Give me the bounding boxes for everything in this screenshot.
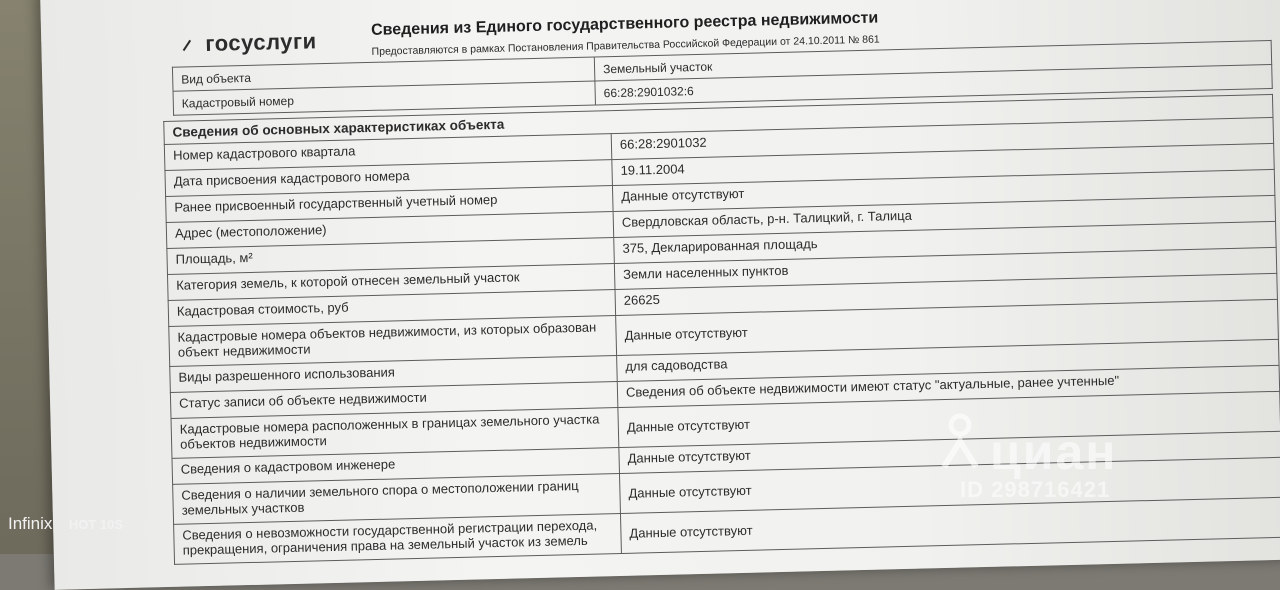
row-label: Сведения о невозможности государственной регистрации перехода, прекращения, ограничения права на земельный участок из земель <box>174 513 622 564</box>
row-label: Статус записи об объекте недвижимости <box>170 382 618 419</box>
row-label: Сведения о кадастровом инженере <box>172 447 620 484</box>
document-subtitle: Предоставляются в рамках Постановления Правительства Российской Федерации от 24.10.2011 № 861 <box>371 33 880 58</box>
row-label: Кадастровые номера расположенных в границах земельного участка объектов недвижимости <box>171 408 619 459</box>
characteristics-table <box>163 94 1280 565</box>
row-label: Кадастровые номера объектов недвижимости, из которых образован объект недвижимости <box>169 316 617 367</box>
row-label: Ранее присвоенный государственный учетный номер <box>166 186 614 223</box>
row-label: Вид объекта <box>172 57 594 91</box>
row-value: 26625 <box>615 273 1277 315</box>
row-label: Виды разрешенного использования <box>170 356 618 393</box>
row-label: Кадастровый номер <box>173 81 595 115</box>
row-label: Дата присвоения кадастрового номера <box>165 160 613 197</box>
camera-watermark <box>8 514 123 534</box>
document-title: Сведения из Единого государственного реестра недвижимости <box>370 9 879 39</box>
document-sheet <box>40 0 1280 590</box>
row-value: 66:28:2901032:6 <box>595 64 1272 105</box>
row-value: для садоводства <box>617 339 1279 381</box>
row-label: Кадастровая стоимость, руб <box>168 290 616 327</box>
row-value: Свердловская область, р-н. Талицкий, г. Талица <box>613 195 1275 237</box>
camera-model: HOT 10S <box>68 517 124 532</box>
camera-brand: Infinix <box>8 514 53 533</box>
logo-mark-icon <box>181 38 203 53</box>
row-label: Номер кадастрового квартала <box>164 134 612 171</box>
row-value: Данные отсутствуют <box>619 457 1280 513</box>
row-label: Категория земель, к которой отнесен земельный участок <box>167 264 615 301</box>
row-value: Данные отсутствуют <box>616 299 1279 355</box>
gosuslugi-logo <box>181 28 317 57</box>
watermark-brand: циан <box>990 424 1118 480</box>
row-value: Данные отсутствуют <box>612 169 1274 211</box>
row-value: Данные отсутствуют <box>620 497 1280 553</box>
section-heading: Сведения об основных характеристиках объекта <box>164 94 1273 144</box>
row-value: Земельный участок <box>594 40 1271 81</box>
row-value: 375, Декларированная площадь <box>614 221 1276 263</box>
row-label: Адрес (местоположение) <box>166 212 614 249</box>
row-value: Данные отсутствуют <box>618 391 1280 447</box>
row-value: 66:28:2901032 <box>611 117 1273 159</box>
row-value: Земли населенных пунктов <box>614 247 1276 289</box>
logo-text: госуслуги <box>205 28 317 56</box>
row-value: Сведения об объекте недвижимости имеют статус "актуальные, ранее учтенные" <box>617 365 1279 407</box>
row-value: Данные отсутствуют <box>619 431 1280 473</box>
row-value: 19.11.2004 <box>612 143 1274 185</box>
row-label: Площадь, м² <box>167 238 615 275</box>
row-label: Сведения о наличии земельного спора о местоположении границ земельных участков <box>173 473 621 524</box>
watermark-id: ID 298716421 <box>960 477 1111 502</box>
